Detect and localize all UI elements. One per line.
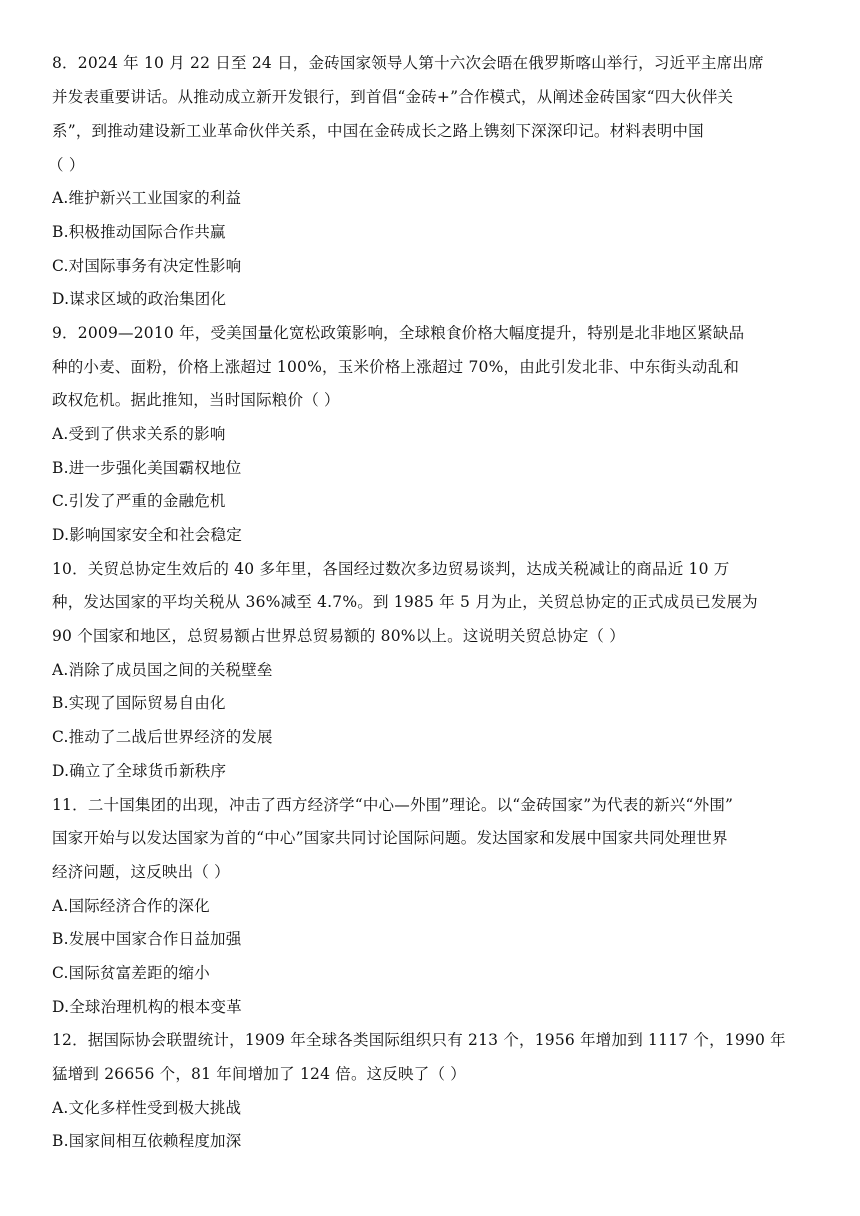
question-9-option-b: B.进一步强化美国霸权地位 bbox=[52, 459, 242, 477]
question-8-stem-line-3: 系”，到推动建设新工业革命伙伴关系，中国在金砖成长之路上镌刻下深深印记。材料表明中国 bbox=[52, 122, 704, 140]
question-11-option-b: B.发展中国家合作日益加强 bbox=[52, 930, 242, 948]
question-11-option-a: A.国际经济合作的深化 bbox=[52, 897, 210, 915]
question-8-option-d: D.谋求区域的政治集团化 bbox=[52, 290, 227, 308]
question-8-stem-line-2: 并发表重要讲话。从推动成立新开发银行，到首倡“金砖+”合作模式，从阐述金砖国家“四大伙伴关 bbox=[52, 88, 734, 106]
question-11-stem-line-2: 国家开始与以发达国家为首的“中心”国家共同讨论国际问题。发达国家和发展中国家共同处理世界 bbox=[52, 829, 728, 847]
question-10-option-c: C.推动了二战后世界经济的发展 bbox=[52, 728, 273, 746]
question-10-stem-line-1: 10．关贸总协定生效后的 40 多年里，各国经过数次多边贸易谈判，达成关税减让的商品近 10 万 bbox=[52, 560, 730, 578]
question-8-answer-blank: （ ） bbox=[48, 156, 85, 174]
question-8-stem-line-1: 8．2024 年 10 月 22 日至 24 日，金砖国家领导人第十六次会晤在俄罗斯喀山举行，习近平主席出席 bbox=[52, 54, 764, 72]
question-10-stem-line-3: 90 个国家和地区，总贸易额占世界总贸易额的 80%以上。这说明关贸总协定（ ） bbox=[52, 627, 625, 645]
question-12-option-a: A.文化多样性受到极大挑战 bbox=[52, 1099, 242, 1117]
question-8-option-b: B.积极推动国际合作共赢 bbox=[52, 223, 226, 241]
question-12-option-b: B.国家间相互依赖程度加深 bbox=[52, 1132, 242, 1150]
question-9-option-c: C.引发了严重的金融危机 bbox=[52, 492, 226, 510]
question-11-stem-line-1: 11．二十国集团的出现，冲击了西方经济学“中心—外围”理论。以“金砖国家”为代表的新兴“外围” bbox=[52, 796, 734, 814]
question-11-stem-line-3: 经济问题，这反映出（ ） bbox=[52, 863, 230, 881]
question-11-option-d: D.全球治理机构的根本变革 bbox=[52, 998, 242, 1016]
question-9-option-a: A.受到了供求关系的影响 bbox=[52, 425, 226, 443]
question-10-option-a: A.消除了成员国之间的关税壁垒 bbox=[52, 661, 273, 679]
question-9-stem-line-2: 种的小麦、面粉，价格上涨超过 100%，玉米价格上涨超过 70%，由此引发北非、中东街头动乱和 bbox=[52, 358, 740, 376]
question-8-option-c: C.对国际事务有决定性影响 bbox=[52, 257, 242, 275]
question-9-option-d: D.影响国家安全和社会稳定 bbox=[52, 526, 242, 544]
question-10-option-d: D.确立了全球货币新秩序 bbox=[52, 762, 227, 780]
question-9-stem-line-1: 9．2009—2010 年，受美国量化宽松政策影响，全球粮食价格大幅度提升，特别是北非地区紧缺品 bbox=[52, 324, 745, 342]
question-12-stem-line-1: 12．据国际协会联盟统计，1909 年全球各类国际组织只有 213 个，1956 年增加到 1117 个，1990 年 bbox=[52, 1031, 786, 1049]
question-10-stem-line-2: 种，发达国家的平均关税从 36%减至 4.7%。到 1985 年 5 月为止，关贸总协定的正式成员已发展为 bbox=[52, 593, 758, 611]
question-12-stem-line-2: 猛增到 26656 个，81 年间增加了 124 倍。这反映了（ ） bbox=[52, 1065, 466, 1083]
question-10-option-b: B.实现了国际贸易自由化 bbox=[52, 694, 226, 712]
question-11-option-c: C.国际贫富差距的缩小 bbox=[52, 964, 210, 982]
question-9-stem-line-3: 政权危机。据此推知，当时国际粮价（ ） bbox=[52, 391, 340, 409]
question-8-option-a: A.维护新兴工业国家的利益 bbox=[52, 189, 242, 207]
